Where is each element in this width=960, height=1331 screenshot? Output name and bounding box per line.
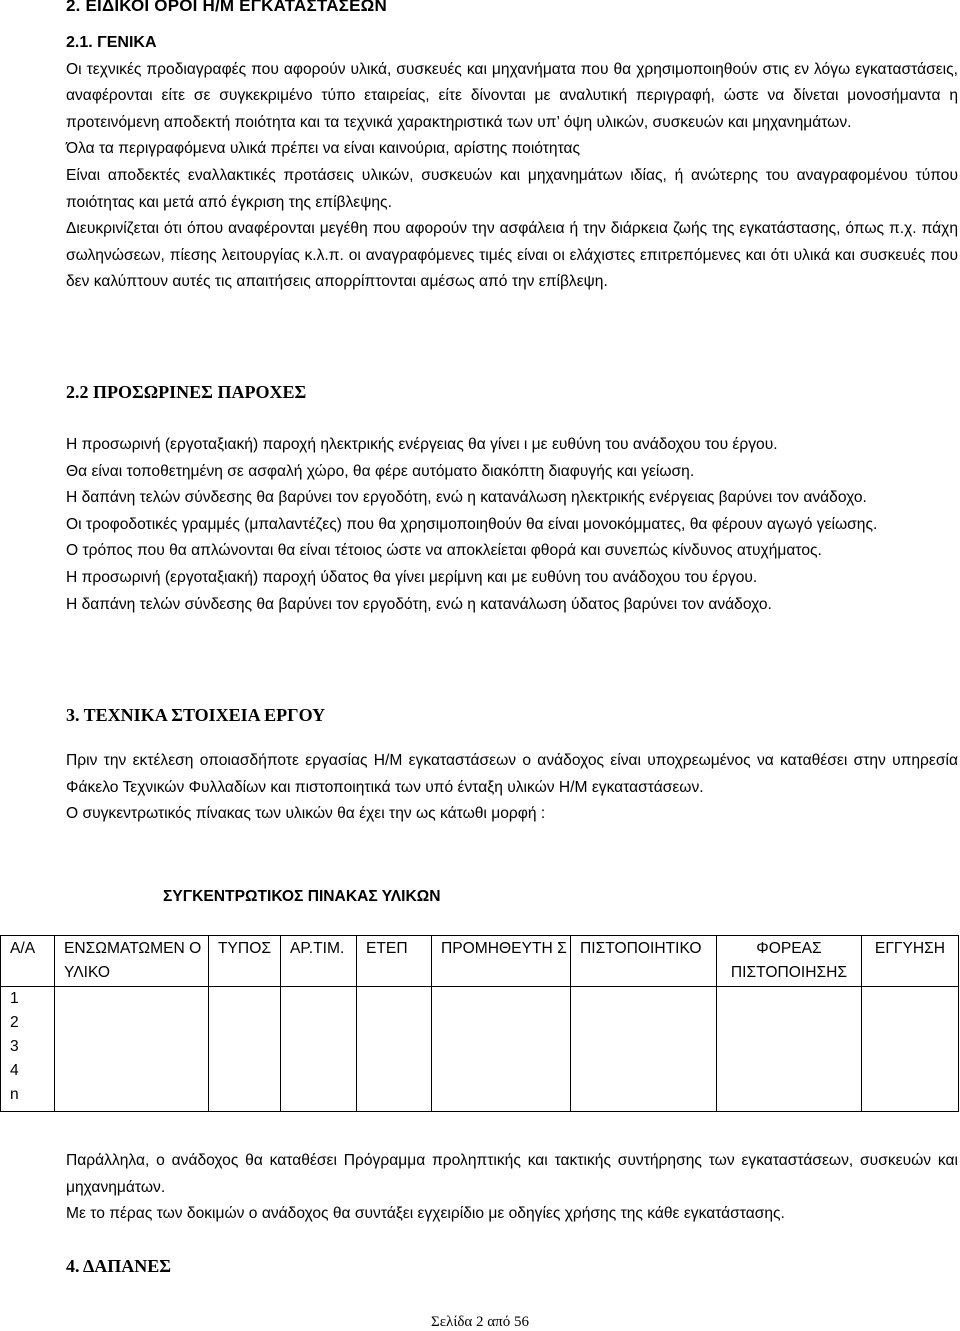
paragraph: Οι τροφοδοτικές γραμμές (μπαλαντέζες) που θα χρησιμοποιηθούν θα είναι μονοκόμματες, θα φέρουν αγωγό γείωσης. [66,515,878,533]
table-header-cell: ΤΥΠΟΣ [209,936,281,987]
paragraph: Διευκρινίζεται ότι όπου αναφέρονται μεγέθη που αφορούν την ασφάλεια ή την διάρκεια ζωής της εγκατάστασης, όπως π.χ. πάχη σωληνώσεων, πίεσης λειτουργίας κ.λ.π. οι αναγραφόμενες τιμές είναι οι ελάχιστες επιτρεπόμενες και ότι υλικά και συσκευές που δεν καλύπτουν αυτές τις απαιτήσεις απορρίπτονται αμέσως από την επίβλεψη. [66,220,958,291]
paragraph: Η δαπάνη τελών σύνδεσης θα βαρύνει τον εργοδότη, ενώ η κατανάλωση ύδατος βαρύνει τον ανάδοχο. [66,595,772,613]
paragraph: Θα είναι τοποθετημένη σε ασφαλή χώρο, θα φέρε αυτόματο διακόπτη διαφυγής και γείωση. [66,462,695,480]
table-header-cell: ΑΡ.ΤΙΜ. [281,936,357,987]
table-header-row [1,936,959,987]
table-cell-rownums: 1 2 3 4 n [1,987,55,1112]
paragraph: Όλα τα περιγραφόμενα υλικά πρέπει να είναι καινούρια, αρίστης ποιότητας [66,140,581,158]
table-header-cell: Α/Α [1,936,55,987]
table-header-cell: ΠΡΟΜΗΘΕΥΤΗ Σ [432,936,571,987]
section-2-2-body [66,432,958,618]
paragraph: Ο συγκεντρωτικός πίνακας των υλικών θα έχει την ως κάτωθι μορφή : [66,805,546,823]
heading-section-2: 2. ΕΙΔΙΚΟΙ ΟΡΟΙ Η/Μ ΕΓΚΑΤΑΣΤΑΣΕΩΝ [66,0,387,15]
paragraph: Η δαπάνη τελών σύνδεσης θα βαρύνει τον εργοδότη, ενώ η κατανάλωση ηλεκτρικής ενέργειας βαρύνει τον ανάδοχο. [66,489,867,507]
paragraph: Οι τεχνικές προδιαγραφές που αφορούν υλικά, συσκευές και μηχανήματα που θα χρησιμοποιηθούν στις εν λόγω εγκαταστάσεις, αναφέρονται είτε σε συγκεκριμένο τύπο εταιρείας, είτε δίνονται με αναλυτική περιγραφή, ώστε να δίνεται μονοσήμαντα η προτεινόμενη αποδεκτή ποιότητα και τα τεχνικά χαρακτηριστικά των υπ’ όψη υλικών, συσκευών και μηχανημάτων. [66,60,958,131]
table-row [1,987,959,1112]
table-cell [862,987,959,1112]
section-3-after-body [66,1148,958,1228]
paragraph: Παράλληλα, ο ανάδοχος θα καταθέσει Πρόγραμμα προληπτικής και τακτικής συντήρησης των εγκαταστάσεων, συσκευών και μηχανημάτων. [66,1152,958,1196]
section-3-body [66,748,958,828]
section-2-2-title: 2.2 ΠΡΟΣΩΡΙΝΕΣ ΠΑΡΟΧΕΣ [66,382,307,402]
table-cell [209,987,281,1112]
table-title: ΣΥΓΚΕΝΤΡΩΤΙΚΟΣ ΠΙΝΑΚΑΣ ΥΛΙΚΩΝ [163,888,441,905]
table-cell [432,987,571,1112]
paragraph: Η προσωρινή (εργοταξιακή) παροχή ηλεκτρικής ενέργειας θα γίνει ι με ευθύνη του ανάδοχου του έργου. [66,436,778,453]
paragraph: Ο τρόπος που θα απλώνονται θα είναι τέτοιος ώστε να αποκλείεται φθορά και συνεπώς κίνδυνος ατυχήματος. [66,542,822,560]
table-cell [717,987,862,1112]
paragraph: Πριν την εκτέλεση οποιασδήποτε εργασίας Η/Μ εγκαταστάσεων ο ανάδοχος είναι υποχρεωμένος να καταθέσει στην υπηρεσία Φάκελο Τεχνικών Φυλλαδίων και πιστοποιητικά των υπό ένταξη υλικών Η/Μ εγκαταστάσεων. [66,752,958,796]
table-header-cell: ΠΙΣΤΟΠΟΙΗΤΙΚΟ [571,936,717,987]
table-header-cell: ΦΟΡΕΑΣ ΠΙΣΤΟΠΟΙΗΣΗΣ [717,936,862,987]
paragraph: Είναι αποδεκτές εναλλακτικές προτάσεις υλικών, συσκευών και μηχανημάτων ιδίας, ή ανώτερης του αναγραφομένου τύπου ποιότητας και μετά από έγκριση της επίβλεψης. [66,166,958,211]
section-3-title: 3. ΤΕΧΝΙΚΑ ΣΤΟΙΧΕΙΑ ΕΡΓΟΥ [66,705,326,725]
materials-table [0,935,959,1112]
section-2-1-title: 2.1. ΓΕΝΙΚΑ [66,34,157,51]
table-cell [55,987,209,1112]
paragraph: Η προσωρινή (εργοταξιακή) παροχή ύδατος θα γίνει μερίμνη και με ευθύνη του ανάδοχου του έργου. [66,568,758,586]
table-cell [281,987,357,1112]
section-2-1 [66,30,958,296]
table-cell [571,987,717,1112]
table-header-cell: ΕΤΕΠ [357,936,432,987]
table-cell [357,987,432,1112]
paragraph: Με το πέρας των δοκιμών ο ανάδοχος θα συντάξει εγχειρίδιο με οδηγίες χρήσης της κάθε εγκατάστασης. [66,1205,785,1223]
section-4-title: 4. ΔΑΠΑΝΕΣ [66,1256,172,1276]
table-header-cell: ΕΓΓΥΗΣΗ [862,936,959,987]
table-header-cell: ΕΝΣΩΜΑΤΩΜΕΝ Ο ΥΛΙΚΟ [55,936,209,987]
page-footer: Σελίδα 2 από 56 [431,1314,529,1330]
